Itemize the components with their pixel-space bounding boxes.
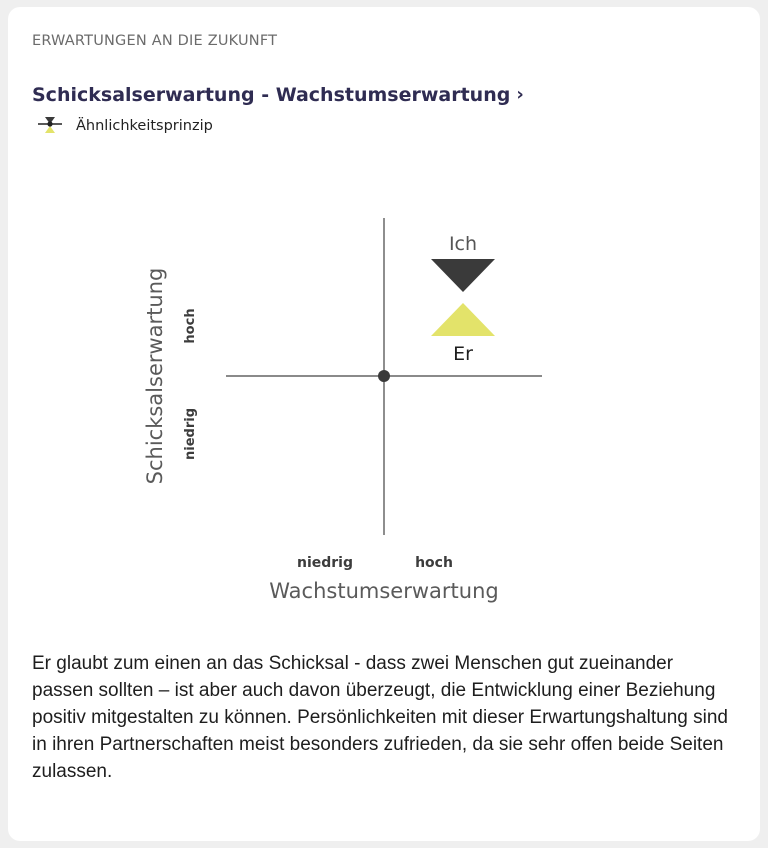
marker-label-er: Er <box>453 343 473 365</box>
y-axis-label: Schicksalserwartung <box>143 267 167 485</box>
marker-er <box>431 303 495 336</box>
x-tick-high: hoch <box>415 555 453 571</box>
section-title: ERWARTUNGEN AN DIE ZUKUNFT <box>32 33 278 49</box>
origin-point <box>378 370 390 382</box>
x-tick-low: niedrig <box>296 555 354 571</box>
marker-ich <box>431 259 495 292</box>
x-axis-label: Wachstumserwartung <box>269 579 499 603</box>
chart-heading-title: Schicksalserwartung - Wachstumserwartung <box>32 84 511 106</box>
y-tick-high: hoch <box>183 308 198 344</box>
description-text: Er glaubt zum einen an das Schicksal - dass zwei Menschen gut zueinander passen sollten – ist aber auch davon überzeugt, die Entwicklung einer Beziehung positiv mitgestalten zu können. Persönlichkeiten mit dieser Erwartungshaltung sind in ihren Partnerschaften meist besonders zufrieden, da sie sehr offen beide Seiten zulassen. <box>32 653 728 782</box>
chevron-right-icon: › <box>516 84 524 105</box>
y-tick-low: niedrig <box>183 407 198 461</box>
legend-label: Ähnlichkeitsprinzip <box>76 118 213 134</box>
marker-label-ich: Ich <box>448 233 478 255</box>
